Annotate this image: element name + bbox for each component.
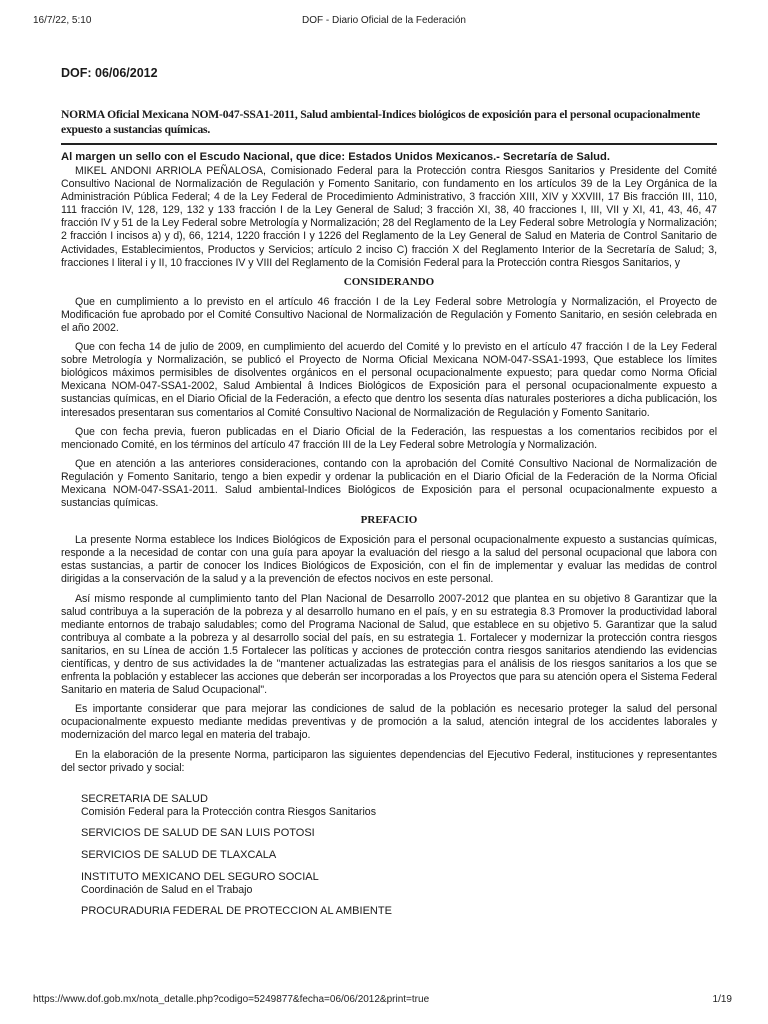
prefacio-paragraph: Es importante considerar que para mejorar las condiciones de salud de la población es necesario proteger la salud del personal ocupacionalmente expuesto mediante medidas preventivas y de promoción a la salud, atención integral de los accidentes laborales y modernización del marco legal en materia del trabajo.: [61, 703, 717, 742]
institution-name: PROCURADURIA FEDERAL DE PROTECCION AL AMBIENTE: [81, 904, 392, 917]
institution-item: [81, 871, 717, 896]
document-body: [61, 66, 717, 927]
intro-paragraph: MIKEL ANDONI ARRIOLA PEÑALOSA, Comisionado Federal para la Protección contra Riesgos Sanitarios y Presidente del Comité Consultivo Nacional de Normalización de Regulación y Fomento Sanitario, con fundamento en los artículos 39 de la Ley Orgánica de la Administración Pública Federal; 4 de la Ley Federal de Procedimiento Administrativo, 3 fracción XIII, XIV y XXVIII, 17 Bis fracción III, 110, 111 fracción IV, 128, 129, 132 y 133 fracción I de la Ley General de Salud; 3 fracción XI, 38, 40 fracciones I, III, VII y XI, 41, 43, 46, 47 fracción IV y 51 de la Ley Federal sobre Metrología y Normalización; 28 del Reglamento de la Ley Federal sobre Metrología y Normalización; 2 fracción I incisos a) y d), 66, 1214, 1220 fracción I y 1226 del Reglamento de la Ley General de Salud en Materia de Control Sanitario de Actividades, Establecimientos, Productos y Servicios; artículo 2 inciso C) fracción X del Reglamento Interior de la Secretaría de Salud; 3, fracciones I literal i y II, 10 fracciones IV y VIII del Reglamento de la Comisión Federal para la Protección contra Riesgos Sanitarios, y: [61, 165, 717, 269]
institution-name: SERVICIOS DE SALUD DE SAN LUIS POTOSI: [81, 826, 315, 839]
institution-item: [81, 849, 717, 862]
considerando-paragraph: Que en atención a las anteriores consideraciones, contando con la aprobación del Comité Consultivo Nacional de Normalización de Regulación y Fomento Sanitario, tengo a bien expedir y ordenar la publicación en el Diario Oficial de la Federación de la Norma Oficial Mexicana NOM-047-SSA1-2011. Salud ambiental-Indices Biológicos de Exposición para el personal ocupacionalmente expuesto a sustancias químicas.: [61, 457, 717, 510]
institution-item: [81, 827, 717, 840]
prefacio-paragraph: La presente Norma establece los Indices Biológicos de Exposición para el personal ocupacionalmente expuesto a sustancias químicas, responde a la necesidad de contar con una guía para apoyar la evaluación del riesgo a la salud del personal ocupacional que labora con estas sustancias, a partir de conocer los Indices Biológicos de Exposición, con el fin de implementar y evaluar las medidas de control dirigidas a la conservación de la salud y a la prevención de efectos nocivos en este personal.: [61, 534, 717, 586]
prefacio-paragraph: En la elaboración de la presente Norma, participaron las siguientes dependencias del Ejecutivo Federal, instituciones y representantes del sector privado y social:: [61, 748, 717, 774]
prefacio-heading: PREFACIO: [360, 514, 418, 527]
print-date: 16/7/22, 5:10: [33, 15, 92, 26]
institution-subunit: Coordinación de Salud en el Trabajo: [81, 883, 253, 896]
considerando-paragraph: Que con fecha previa, fueron publicadas en el Diario Oficial de la Federación, las respuestas a los comentarios recibidos por el mencionado Comité, en los términos del artículo 47 fracción III de la Ley Federal sobre Metrología y Normalización.: [61, 425, 717, 451]
prefacio-paragraph: Así mismo responde al cumplimiento tanto del Plan Nacional de Desarrollo 2007-2012 que plantea en su objetivo 8 Garantizar que la salud contribuya a la superación de la pobreza y al desarrollo humano en el país, y en su estrategia 8.3 Promover la productividad laboral mediante entornos de trabajo saludables; como del Programa Nacional de Salud, que establece en su objetivo 5. Garantizar que la salud contribuya al combate a la pobreza y al desarrollo social del país, en su estrategia 1. Fortalecer y modernizar la protección contra riesgos sanitarios, en su Línea de acción 1.5 Fortalecer las políticas y acciones de protección contra riesgos sanitarios atendiendo las evidencias científicas, y dentro de sus actividades la de "mantener actualizadas las estrategias para el análisis de los riesgos sanitarios a los que se enfrenta la población y establecer las acciones que deberán ser incorporadas a los Proyectos que para su atención opera el Sistema Federal Sanitario en materia de Salud Ocupacional".: [61, 592, 717, 697]
sello-line: Al margen un sello con el Escudo Nacional, que dice: Estados Unidos Mexicanos.- Secretaría de Salud.: [61, 151, 610, 163]
considerando-heading: CONSIDERANDO: [343, 275, 435, 288]
institution-item: [81, 793, 717, 818]
institution-name: SERVICIOS DE SALUD DE TLAXCALA: [81, 848, 277, 861]
institutions-list: [61, 793, 717, 918]
institution-name: INSTITUTO MEXICANO DEL SEGURO SOCIAL: [81, 870, 319, 883]
norma-title: NORMA Oficial Mexicana NOM-047-SSA1-2011, Salud ambiental-Indices biológicos de exposición para el personal ocupacionalmente expuesto a sustancias químicas.: [61, 107, 717, 145]
print-url: https://www.dof.gob.mx/nota_detalle.php?codigo=5249877&fecha=06/06/2012&print=true: [33, 994, 430, 1005]
institution-item: [81, 905, 717, 918]
institution-name: SECRETARIA DE SALUD: [81, 792, 208, 805]
considerando-paragraph: Que con fecha 14 de julio de 2009, en cumplimiento del acuerdo del Comité y lo previsto en el artículo 47 fracción I de la Ley Federal sobre Metrología y Normalización, se publicó el Proyecto de Norma Oficial Mexicana NOM-047-SSA1-1993, Que establece los límites biológicos máximos permisibles de disolventes orgánicos en el personal ocupacionalmente expuesto; para quedar como Norma Oficial Mexicana NOM-047-SSA1-2002, Salud Ambiental â Indices Biológicos de Exposición para el personal ocupacionalmente expuesto a sustancias químicas, en el Diario Oficial de la Federación, a efecto que dentro los sesenta días naturales posteriores a dicha publicación, los interesados presentaran sus comentarios al Comité Consultivo Nacional de Normalización de Regulación y Fomento Sanitario.: [61, 341, 717, 419]
dof-date: DOF: 06/06/2012: [61, 66, 158, 80]
print-page-title: DOF - Diario Oficial de la Federación: [302, 15, 466, 26]
considerando-paragraph: Que en cumplimiento a lo previsto en el artículo 46 fracción I de la Ley Federal sobre Metrología y Normalización, el Proyecto de Modificación fue aprobado por el Comité Consultivo Nacional de Normalización de Regulación y Fomento Sanitario, en sesión celebrada en el año 2002.: [61, 295, 717, 334]
institution-subunit: Comisión Federal para la Protección contra Riesgos Sanitarios: [81, 805, 377, 818]
page-number: 1/19: [712, 994, 732, 1005]
